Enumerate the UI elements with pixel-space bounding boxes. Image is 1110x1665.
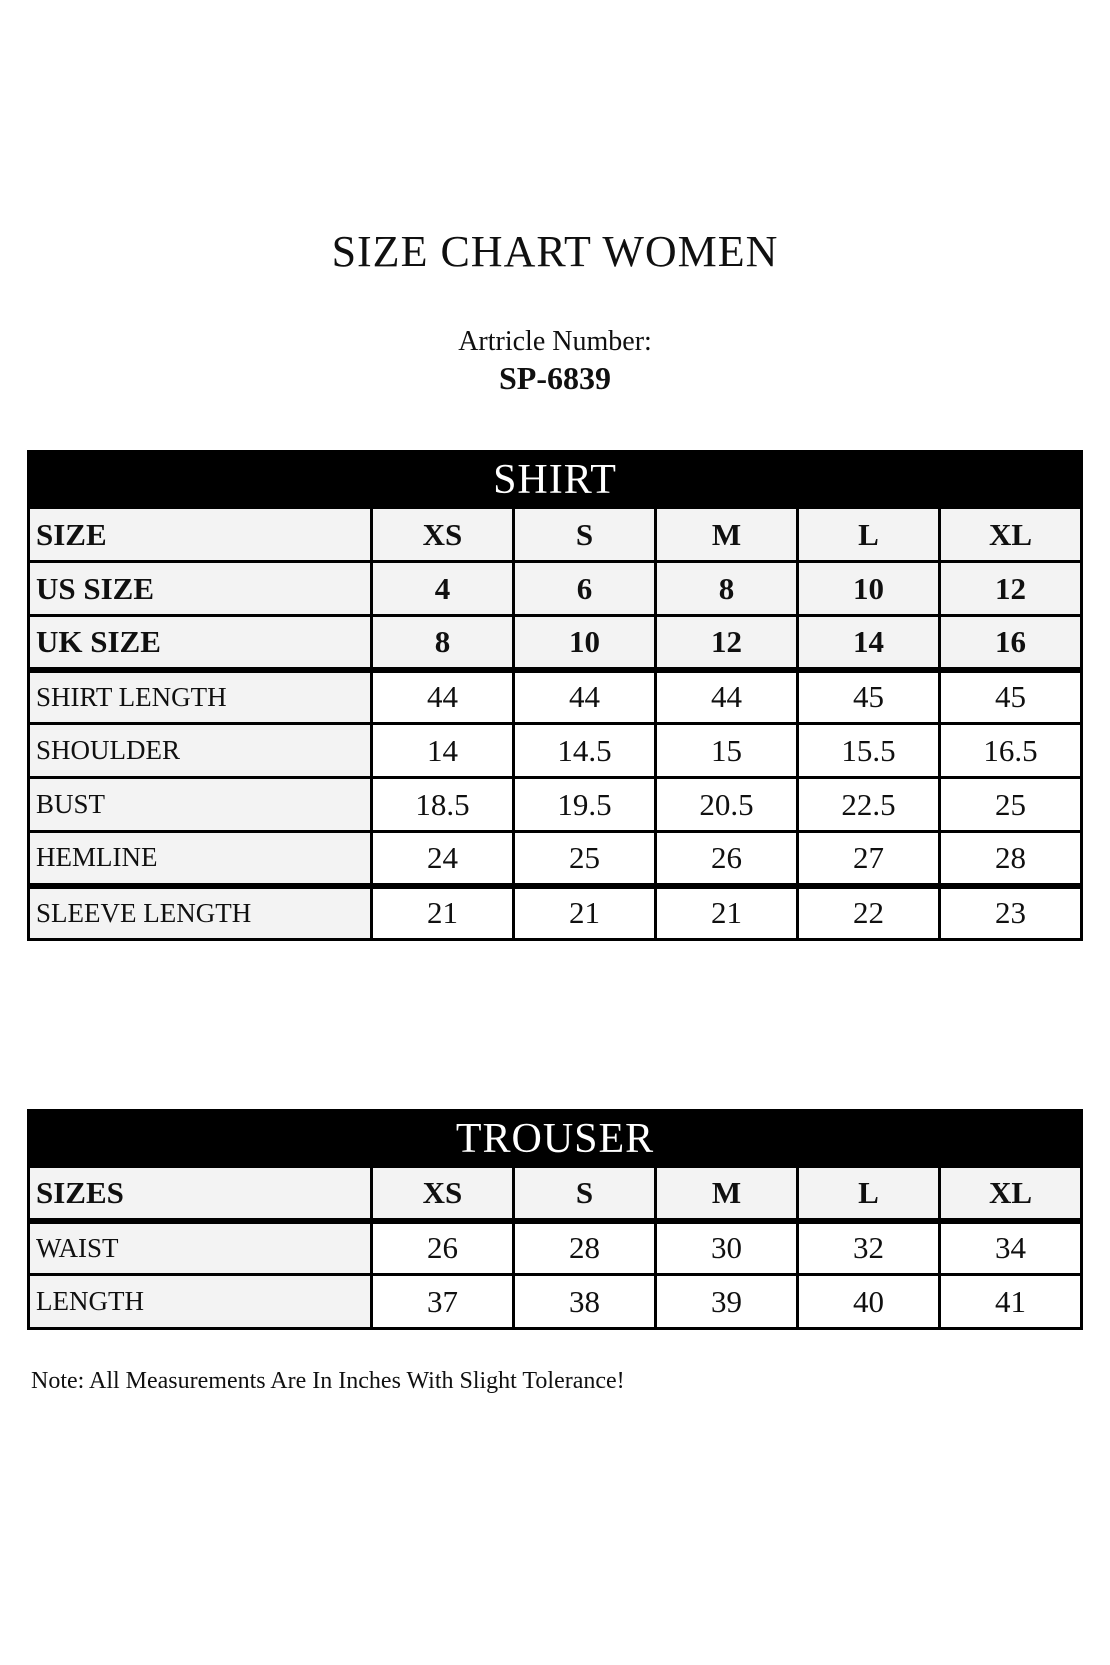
measurement-value: 14	[372, 724, 514, 778]
row-label: SHOULDER	[29, 724, 372, 778]
measurement-value: 25	[940, 778, 1082, 832]
measurement-value: 28	[514, 1221, 656, 1275]
measurement-value: 20.5	[656, 778, 798, 832]
table-row	[29, 508, 1082, 562]
trouser-table-banner	[29, 1111, 1082, 1167]
size-value: 10	[798, 562, 940, 616]
measurement-value: 22	[798, 886, 940, 940]
measurement-value: 45	[940, 670, 1082, 724]
article-number-value: SP-6839	[499, 360, 611, 396]
measurement-value: 44	[514, 670, 656, 724]
measurement-value: 14.5	[514, 724, 656, 778]
table-row	[29, 1221, 1082, 1275]
size-value: M	[656, 508, 798, 562]
measurement-value: 28	[940, 832, 1082, 886]
trouser-size-table	[27, 1109, 1083, 1330]
size-value: L	[798, 1167, 940, 1221]
row-label: SHIRT LENGTH	[29, 670, 372, 724]
row-label: LENGTH	[29, 1275, 372, 1329]
row-label: US SIZE	[29, 562, 372, 616]
size-value: S	[514, 1167, 656, 1221]
measurement-value: 25	[514, 832, 656, 886]
table-row	[29, 670, 1082, 724]
row-label: SIZES	[29, 1167, 372, 1221]
measurement-value: 41	[940, 1275, 1082, 1329]
measurement-value: 34	[940, 1221, 1082, 1275]
size-value: 6	[514, 562, 656, 616]
shirt-table-title: SHIRT	[29, 452, 1082, 508]
tolerance-note: Note: All Measurements Are In Inches With Slight Tolerance!	[31, 1368, 625, 1394]
measurement-value: 21	[372, 886, 514, 940]
measurement-value: 38	[514, 1275, 656, 1329]
size-value: XS	[372, 508, 514, 562]
size-value: 14	[798, 616, 940, 670]
table-row	[29, 778, 1082, 832]
row-label: SLEEVE LENGTH	[29, 886, 372, 940]
shirt-table-banner	[29, 452, 1082, 508]
measurement-value: 19.5	[514, 778, 656, 832]
table-row	[29, 562, 1082, 616]
measurement-value: 40	[798, 1275, 940, 1329]
measurement-value: 45	[798, 670, 940, 724]
measurement-value: 24	[372, 832, 514, 886]
size-value: 12	[656, 616, 798, 670]
table-row	[29, 1167, 1082, 1221]
measurement-value: 32	[798, 1221, 940, 1275]
measurement-value: 30	[656, 1221, 798, 1275]
shirt-size-table	[27, 450, 1083, 941]
row-label: HEMLINE	[29, 832, 372, 886]
measurement-value: 39	[656, 1275, 798, 1329]
size-value: 8	[372, 616, 514, 670]
table-row	[29, 832, 1082, 886]
measurement-value: 26	[656, 832, 798, 886]
page-title: SIZE CHART WOMEN	[331, 227, 779, 276]
table-row	[29, 616, 1082, 670]
measurement-value: 15	[656, 724, 798, 778]
measurement-value: 27	[798, 832, 940, 886]
row-label: UK SIZE	[29, 616, 372, 670]
size-value: XS	[372, 1167, 514, 1221]
trouser-table-title: TROUSER	[29, 1111, 1082, 1167]
row-label: BUST	[29, 778, 372, 832]
measurement-value: 22.5	[798, 778, 940, 832]
article-number-label: Artricle Number:	[458, 326, 652, 357]
size-value: 10	[514, 616, 656, 670]
row-label: WAIST	[29, 1221, 372, 1275]
size-value: 12	[940, 562, 1082, 616]
table-row	[29, 886, 1082, 940]
table-row	[29, 1275, 1082, 1329]
measurement-value: 16.5	[940, 724, 1082, 778]
size-value: 4	[372, 562, 514, 616]
row-label: SIZE	[29, 508, 372, 562]
measurement-value: 23	[940, 886, 1082, 940]
size-value: L	[798, 508, 940, 562]
measurement-value: 15.5	[798, 724, 940, 778]
table-row	[29, 724, 1082, 778]
measurement-value: 44	[656, 670, 798, 724]
size-value: XL	[940, 1167, 1082, 1221]
measurement-value: 26	[372, 1221, 514, 1275]
measurement-value: 21	[514, 886, 656, 940]
measurement-value: 21	[656, 886, 798, 940]
size-value: 16	[940, 616, 1082, 670]
size-value: XL	[940, 508, 1082, 562]
size-value: M	[656, 1167, 798, 1221]
size-value: S	[514, 508, 656, 562]
measurement-value: 37	[372, 1275, 514, 1329]
measurement-value: 18.5	[372, 778, 514, 832]
size-value: 8	[656, 562, 798, 616]
measurement-value: 44	[372, 670, 514, 724]
